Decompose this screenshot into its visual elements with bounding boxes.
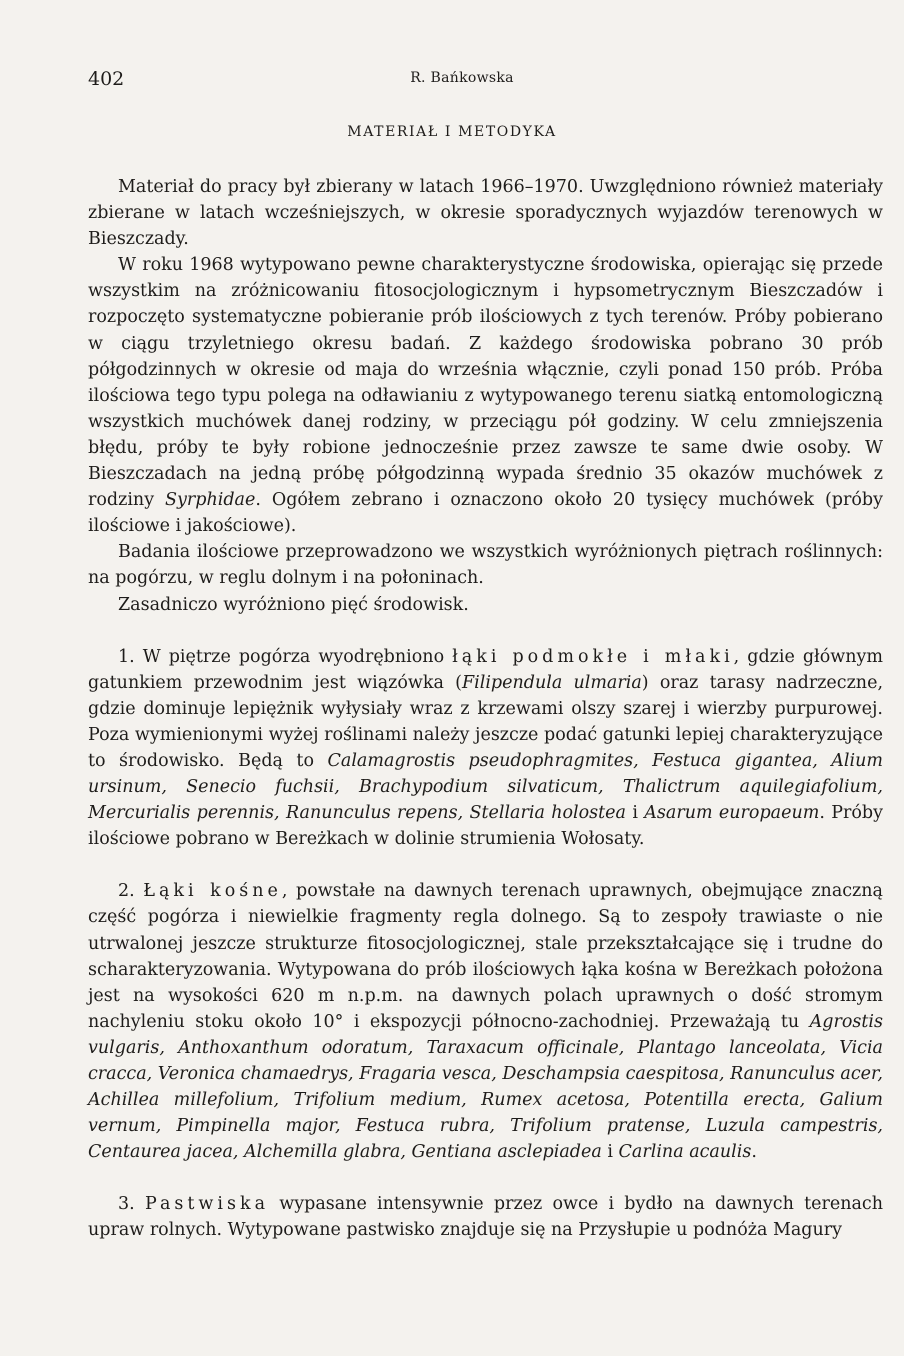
- taxon-syrphidae: Syrphidae: [165, 490, 256, 511]
- item-2-species-list: Agrostis vulgaris, Anthoxanthum odoratum, Taraxacum officinale, Plantago lanceolata, Vicia cracca, Veronica chamaedrys, Fragaria vesca, Deschampsia caespitosa, Ranunculus acer, Achillea millefolium, Trifolium medium, Rumex acetosa, Potentilla erecta, Galium vernum, Pimpinella major, Festuca rubra, Trifolium pratense, Luzula campestris, Centaurea jacea, Alchemilla glabra, Gentiana asclepiadea: [88, 1011, 883, 1163]
- paragraph-2: [88, 252, 883, 539]
- item-3-term: Pastwiska: [144, 1194, 269, 1215]
- habitat-item-1: [88, 644, 883, 853]
- page-number: 402: [88, 68, 125, 90]
- paragraph-1: Materiał do pracy był zbierany w latach 1966–1970. Uwzględniono również materiały zbierane w latach wcześniejszych, w okresie sporadycznych wyjazdów terenowych w Bieszczady.: [88, 177, 883, 250]
- habitat-item-2: [88, 878, 883, 1165]
- item-2-term: Łąki kośne: [143, 881, 282, 902]
- item-1-text-c: ) oraz tarasy nadrzeczne, gdzie dominuje lepiężnik wyłysiały wraz z krzewami olszy szarej i wierzby purpurowej. Poza wymienionymi wyżej roślinami należy jeszcze podać gatunki lepiej charakteryzujące to środowisko. Będą to: [88, 672, 884, 771]
- paragraph-3: Badania ilościowe przeprowadzono we wszystkich wyróżnionych piętrach roślinnych: na pogórzu, w reglu dolnym i na połoninach.: [88, 542, 883, 589]
- item-1-term: łąki podmokłe i młaki: [452, 646, 734, 667]
- section-title: MATERIAŁ I METODYKA: [347, 124, 557, 140]
- item-2-conjunction: i: [607, 1142, 613, 1163]
- paragraph-2-end: . Ogółem zebrano i oznaczono około 20 tysięcy muchówek (próby ilościowe i jakościowe).: [88, 490, 883, 537]
- item-2-end: .: [751, 1142, 757, 1163]
- running-header: [88, 68, 836, 96]
- item-1-conjunction: i: [632, 803, 638, 824]
- habitat-item-3: [88, 1191, 883, 1243]
- body-text: [88, 174, 883, 1244]
- paragraph-4: Zasadniczo wyróżniono pięć środowisk.: [118, 594, 469, 615]
- item-1-text-a: W piętrze pogórza wyodrębniono: [142, 646, 445, 667]
- item-2-number: 2.: [118, 881, 135, 902]
- item-1-last-species: Asarum europaeum: [644, 803, 820, 824]
- item-3-text: wypasane intensywnie przez owce i bydło na dawnych terenach upraw rolnych. Wytypowane pastwisko znajduje się na Przysłupie u podnóża Magury: [88, 1194, 883, 1241]
- item-1-text-b: , gdzie głównym gatunkiem przewodnim jest wiązówka (: [88, 646, 883, 693]
- item-1-text-d: . Próby ilościowe pobrano w Bereżkach w dolinie strumienia Wołosaty.: [88, 803, 884, 850]
- item-1-species-list: Calamagrostis pseudophragmites, Festuca gigantea, Alium ursinum, Senecio fuchsii, Brachypodium silvaticum, Thalictrum aquilegiafolium, Mercurialis perennis, Ranunculus repens, Stellaria holostea: [88, 750, 883, 824]
- item-1-number: 1.: [118, 646, 135, 667]
- paragraph-2-text: W roku 1968 wytypowano pewne charakterystyczne środowiska, opierając się przede wszystkim na zróżnicowaniu fitosocjologicznym i hypsometrycznym Bieszczadów i rozpoczęto systematyczne pobieranie prób ilościowych z tych terenów. Próby pobierano w ciągu trzyletniego okresu badań. Z każdego środowiska pobrano 30 prób półgodzinnych w okresie od maja do września włącznie, czyli ponad 150 prób. Próba ilościowa tego typu polega na odławianiu z wytypowanego terenu siatką entomologiczną wszystkich muchówek danej rodziny, w przeciągu pół godziny. W celu zmniejszenia błędu, próby te były robione jednocześnie przez zawsze te same dwie osoby. W Bieszczadach na jedną próbę półgodzinną wypada średnio 35 okazów muchówek z rodziny: [88, 255, 883, 511]
- item-3-number: 3.: [118, 1194, 135, 1215]
- item-2-text: , powstałe na dawnych terenach uprawnych, obejmujące znaczną część pogórza i niewielkie fragmenty regla dolnego. Są to zespoły trawiaste o nie utrwalonej jeszcze strukturze fitosocjologicznej, stale przekształcające się i trudne do scharakteryzowania. Wytypowana do prób ilościowych łąka kośna w Bereżkach położona jest na wysokości 620 m n.p.m. na dawnych polach uprawnych o dość stromym nachyleniu stoku około 10° i ekspozycji północno-zachodniej. Przeważają tu: [88, 881, 883, 1032]
- running-author: R. Bańkowska: [410, 70, 514, 86]
- item-1-taxon: Filipendula ulmaria: [461, 672, 642, 693]
- item-2-last-species: Carlina acaulis: [618, 1142, 752, 1163]
